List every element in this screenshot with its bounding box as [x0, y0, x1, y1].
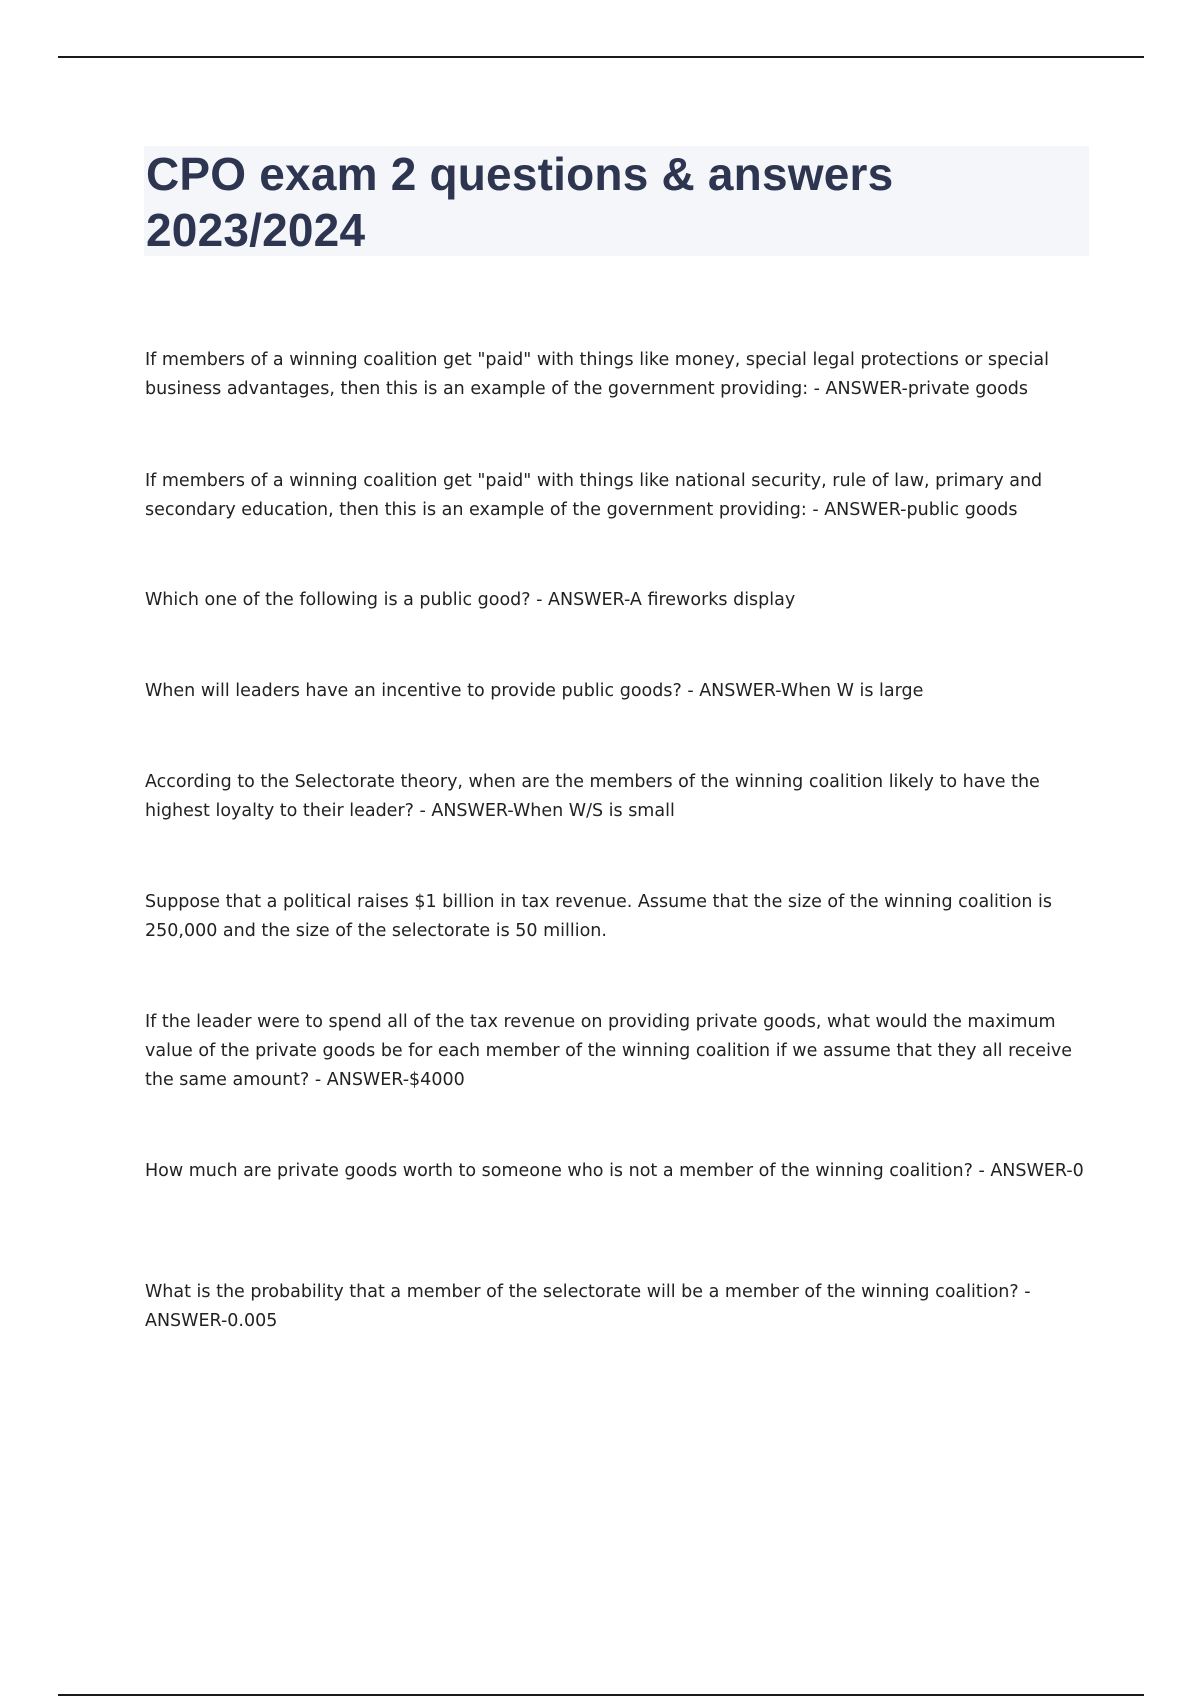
document-title: CPO exam 2 questions & answers 2023/2024 — [146, 148, 894, 256]
qa-entry-4: When will leaders have an incentive to provide public goods? - ANSWER-When W is large — [145, 681, 924, 701]
qa-entry-2: If members of a winning coalition get "paid" with things like national security, rule of law, primary and secondary education, then this is an example of the government providing: - ANSWER-public goods — [145, 471, 1043, 520]
qa-entry-6: Suppose that a political raises $1 billion in tax revenue. Assume that the size of the winning coalition is 250,000 and the size of the selectorate is 50 million. — [145, 892, 1052, 941]
title-banner — [144, 146, 1089, 256]
qa-entry-9: What is the probability that a member of the selectorate will be a member of the winning coalition? - ANSWER-0.005 — [145, 1282, 1031, 1331]
qa-entry-5: According to the Selectorate theory, when are the members of the winning coalition likely to have the highest loyalty to their leader? - ANSWER-When W/S is small — [145, 772, 1040, 821]
qa-entry-3: Which one of the following is a public good? - ANSWER-A fireworks display — [145, 590, 796, 610]
bottom-rule — [58, 1694, 1144, 1696]
qa-entry-8: How much are private goods worth to someone who is not a member of the winning coalition? - ANSWER-0 — [145, 1161, 1084, 1181]
qa-entry-1: If members of a winning coalition get "paid" with things like money, special legal protections or special business advantages, then this is an example of the government providing: - ANSWER-private goods — [145, 350, 1049, 399]
top-rule — [58, 56, 1144, 58]
qa-entry-7: If the leader were to spend all of the tax revenue on providing private goods, what would the maximum value of the private goods be for each member of the winning coalition if we assume that they all receive the same amount? - ANSWER-$4000 — [145, 1012, 1073, 1090]
